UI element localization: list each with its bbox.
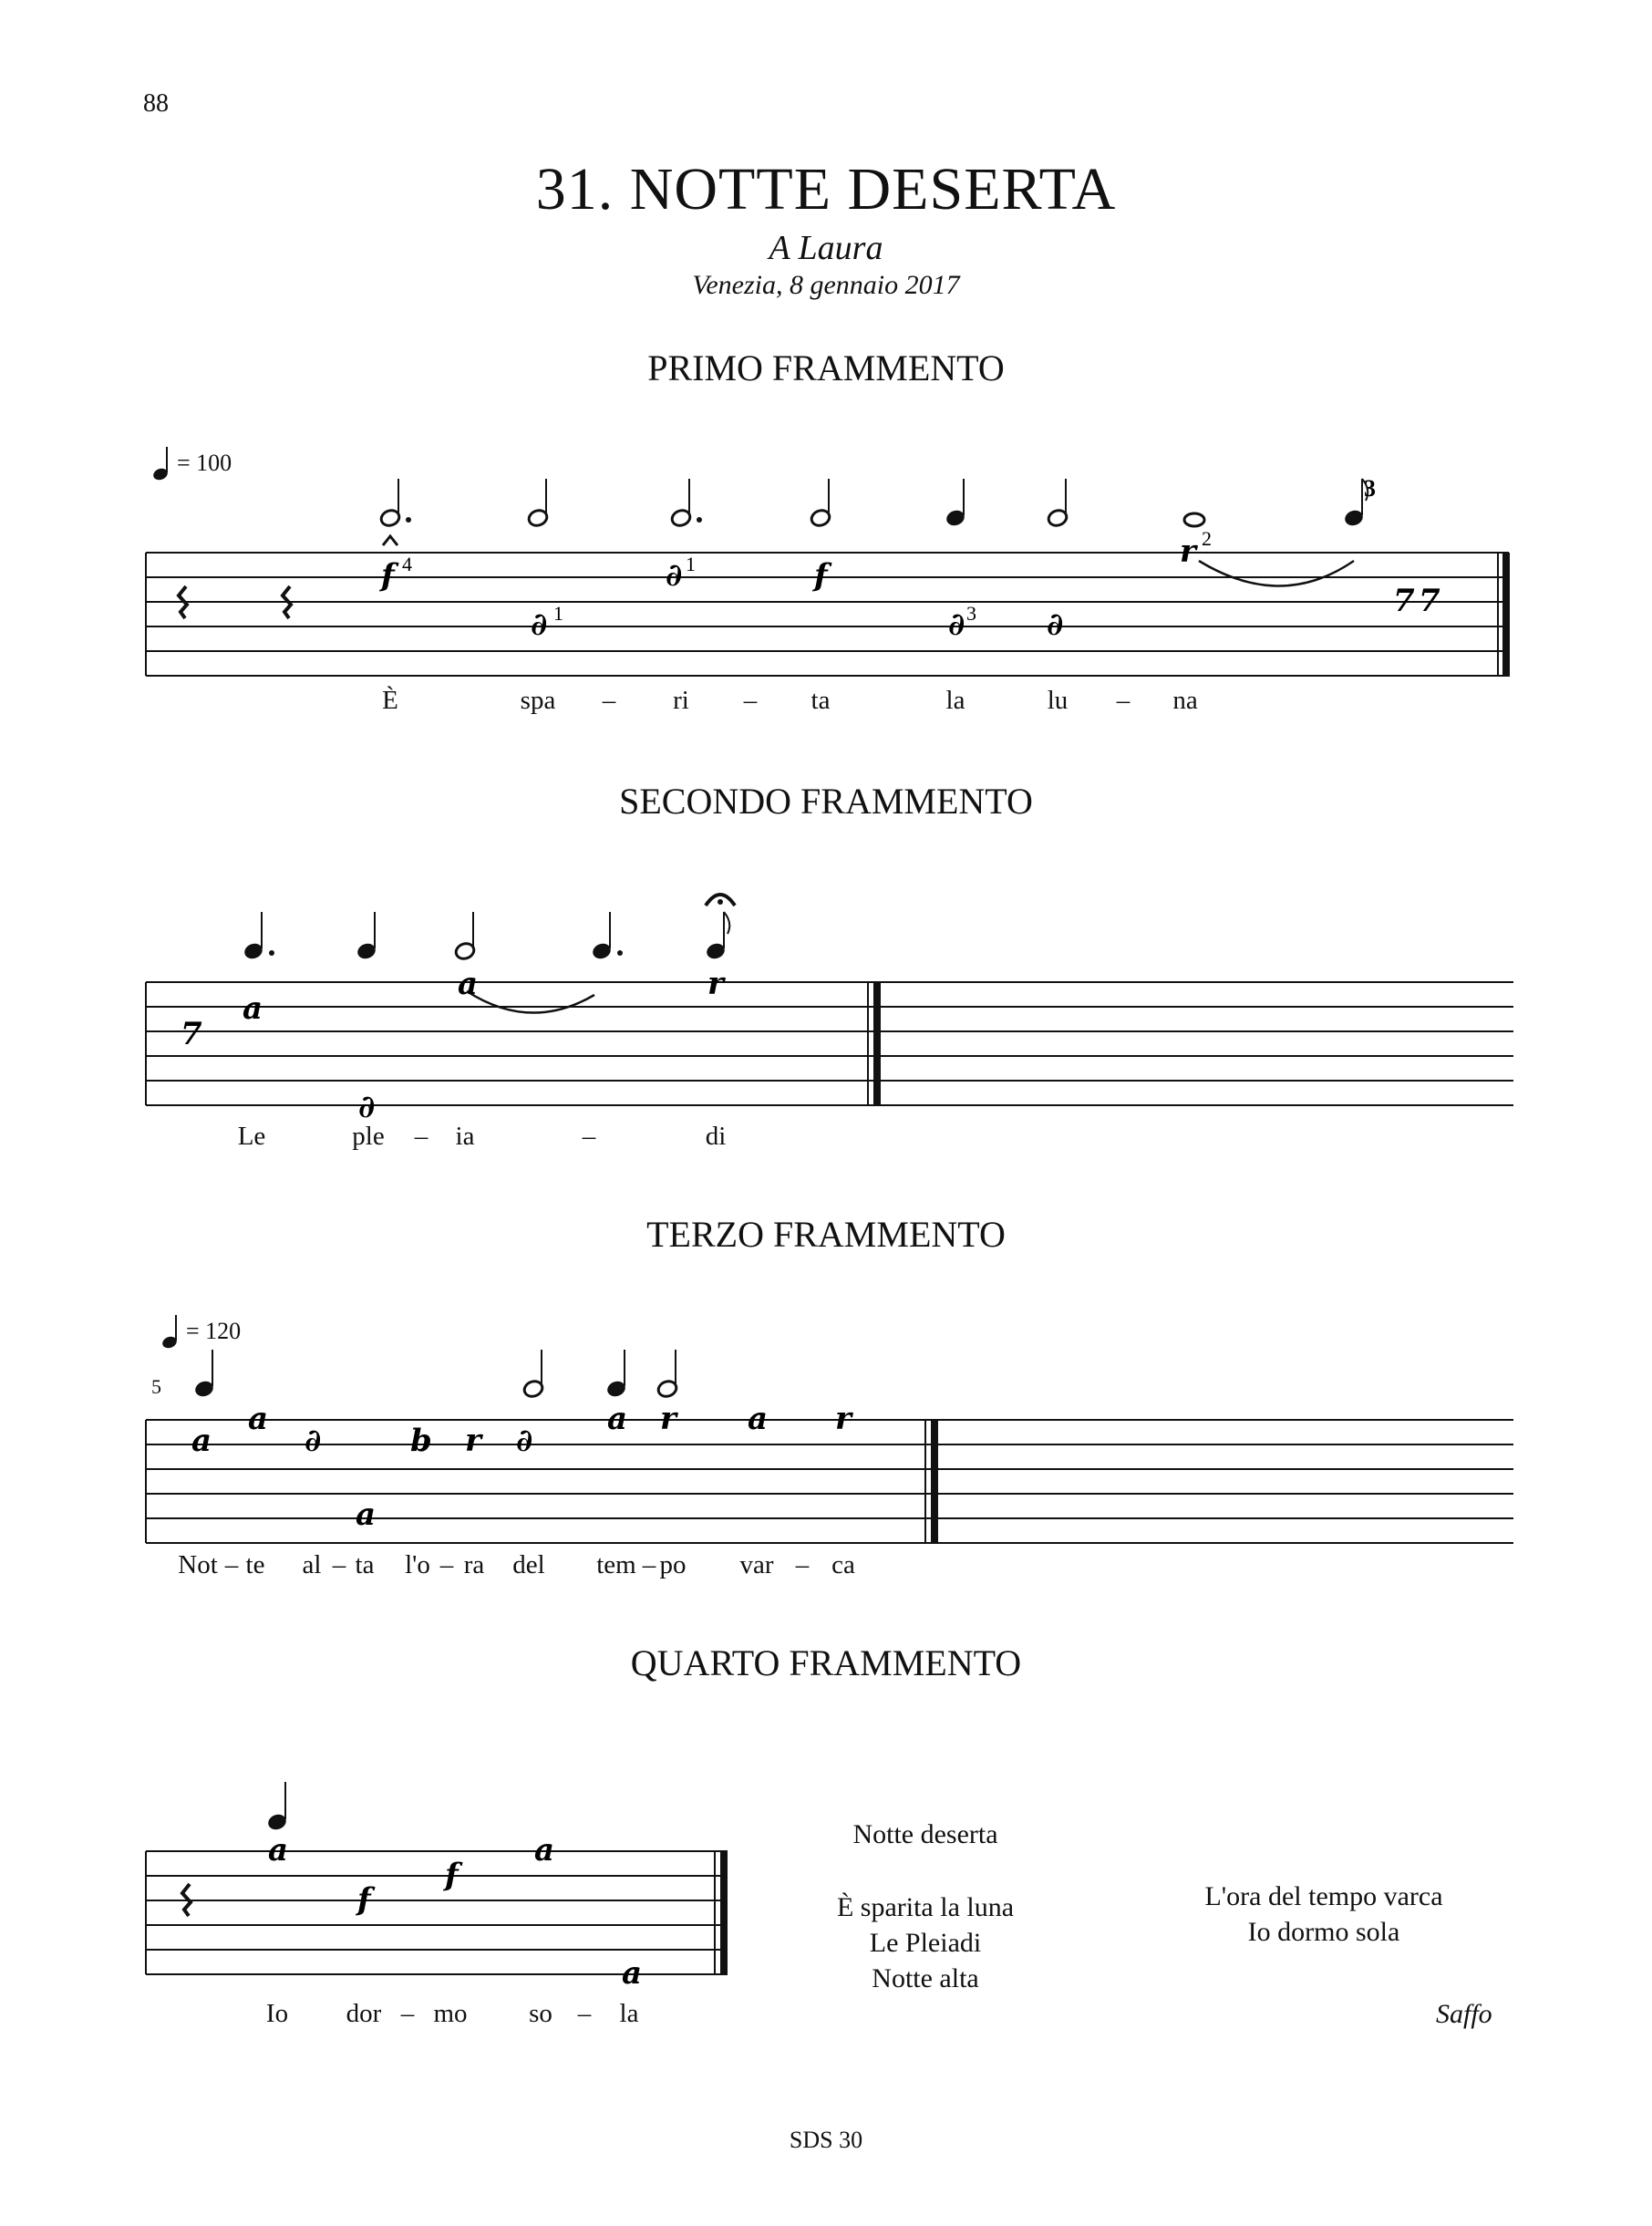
poem-line: Le Pleiadi: [869, 1928, 982, 1958]
fret-mark: r: [1180, 533, 1196, 570]
fret-mark: a: [243, 990, 263, 1027]
fret-mark: f: [814, 557, 828, 594]
rhythm-notes: [243, 912, 729, 961]
poem-line: È sparita la luna: [836, 1892, 1015, 1922]
lyric-syllable: È: [382, 686, 398, 715]
lyric-syllable: ri: [673, 686, 689, 715]
tempo-value: = 100: [177, 450, 232, 476]
tie-arc: [1199, 561, 1354, 586]
lyric-syllable: lu: [1047, 686, 1069, 715]
tab-staff-3: [0, 1336, 1652, 1555]
lyric-hyphen: –: [602, 686, 616, 715]
lyric-hyphen: –: [795, 1550, 810, 1579]
tuplet-number: 3: [1364, 475, 1376, 502]
lyric-syllable: mo: [433, 1999, 468, 2028]
lyric-syllable: ta: [355, 1550, 375, 1579]
fermata-icon: [706, 895, 735, 906]
fret-mark: a: [458, 966, 479, 1002]
fret-mark: ∂: [531, 606, 548, 643]
piece-title: 31. NOTTE DESERTA: [535, 156, 1117, 223]
page-footer: SDS 30: [789, 2127, 863, 2153]
lyric-hyphen: –: [224, 1550, 239, 1579]
lyric-syllable: po: [659, 1550, 687, 1579]
poem-line: L'ora del tempo varca: [1204, 1881, 1443, 1911]
lyric-hyphen: –: [400, 1999, 415, 2028]
lyric-syllable: ra: [463, 1550, 485, 1579]
section-heading-secondo: SECONDO FRAMMENTO: [619, 781, 1033, 822]
fret-mark: a: [607, 1401, 628, 1437]
page-number: 88: [143, 89, 169, 118]
fret-mark: ∂: [948, 606, 965, 643]
fret-mark: f: [445, 1857, 459, 1893]
poem-line: Io dormo sola: [1247, 1917, 1400, 1947]
accent-mark: [383, 536, 398, 545]
fret-mark: r: [835, 1401, 852, 1437]
section-heading-terzo: TERZO FRAMMENTO: [646, 1214, 1006, 1255]
section-heading-primo: PRIMO FRAMMENTO: [647, 347, 1005, 388]
lyric-syllable: l'o: [405, 1550, 430, 1579]
lyric-syllable: ple: [352, 1122, 385, 1151]
poem-author: Saffo: [1436, 1999, 1492, 2029]
lyric-syllable: al: [302, 1550, 322, 1579]
lyric-hyphen: –: [642, 1550, 656, 1579]
lyric-hyphen: –: [1116, 686, 1131, 715]
rhythm-notes: [379, 479, 1368, 528]
fret-mark: ∂: [1047, 606, 1064, 643]
fret-mark: ∂: [516, 1423, 533, 1459]
lyric-syllable: ia: [455, 1122, 475, 1151]
measure-number: 5: [151, 1375, 161, 1398]
fret-mark: a: [622, 1955, 643, 1992]
lyric-syllable: te: [245, 1550, 265, 1579]
fret-mark: b: [410, 1423, 432, 1459]
lyric-hyphen: –: [582, 1122, 596, 1151]
fret-mark: ∂: [305, 1423, 322, 1459]
fingering-number: 3: [966, 602, 976, 625]
fret-mark: ∂: [666, 557, 683, 594]
rhythm-notes: [266, 1782, 288, 1832]
section-heading-quarto: QUARTO FRAMMENTO: [630, 1642, 1022, 1683]
fret-mark: ∂: [358, 1089, 376, 1125]
tab-staff-4: [0, 1769, 766, 1992]
fret-mark: f: [381, 557, 395, 594]
lyric-hyphen: –: [743, 686, 758, 715]
fret-mark: r: [707, 966, 724, 1002]
lyric-syllable: tem: [596, 1550, 636, 1579]
tab-staff-1: [0, 474, 1652, 684]
fret-mark: r: [465, 1423, 481, 1459]
lyric-hyphen: –: [414, 1122, 428, 1151]
lyric-hyphen: –: [332, 1550, 346, 1579]
fret-mark: 7: [181, 1016, 202, 1052]
fret-mark: a: [748, 1401, 769, 1437]
tab-staff-2: [0, 889, 1652, 1125]
fret-mark: 7: [1419, 583, 1440, 619]
lyric-syllable: dor: [346, 1999, 382, 2028]
lyric-syllable: spa: [520, 686, 556, 715]
dateline: Venezia, 8 gennaio 2017: [692, 270, 960, 300]
fingering-number: 1: [553, 602, 563, 625]
fret-mark: a: [191, 1423, 212, 1459]
tempo-value: = 120: [186, 1318, 242, 1344]
fingering-number: 2: [1202, 527, 1212, 550]
lyric-syllable: la: [619, 1999, 639, 2028]
dedication: A Laura: [769, 229, 883, 267]
lyric-syllable: Not: [178, 1550, 218, 1579]
fret-mark: a: [248, 1401, 269, 1437]
fingering-number: 1: [686, 553, 696, 575]
fingering-number: 4: [402, 553, 412, 575]
poem-line: Notte alta: [872, 1963, 979, 1993]
lyric-syllable: ca: [831, 1550, 855, 1579]
fret-mark: a: [534, 1832, 555, 1869]
lyric-hyphen: –: [439, 1550, 454, 1579]
fret-mark: r: [660, 1401, 676, 1437]
lyric-syllable: Io: [265, 1999, 289, 2028]
lyric-syllable: di: [705, 1122, 727, 1151]
lyric-syllable: Le: [237, 1122, 266, 1151]
lyric-syllable: del: [512, 1550, 545, 1579]
fret-mark: f: [357, 1881, 371, 1918]
tie-arc: [467, 991, 594, 1013]
lyric-syllable: na: [1172, 686, 1198, 715]
lyric-syllable: var: [739, 1550, 774, 1579]
fret-mark: a: [268, 1832, 289, 1869]
lyric-syllable: ta: [811, 686, 831, 715]
lyric-hyphen: –: [577, 1999, 592, 2028]
lyric-syllable: so: [529, 1999, 552, 2028]
poem-title: Notte deserta: [852, 1819, 998, 1849]
lyric-syllable: la: [945, 686, 965, 715]
fret-mark: a: [356, 1496, 377, 1533]
rhythm-notes: [193, 1350, 678, 1399]
fret-mark: 7: [1393, 583, 1415, 619]
